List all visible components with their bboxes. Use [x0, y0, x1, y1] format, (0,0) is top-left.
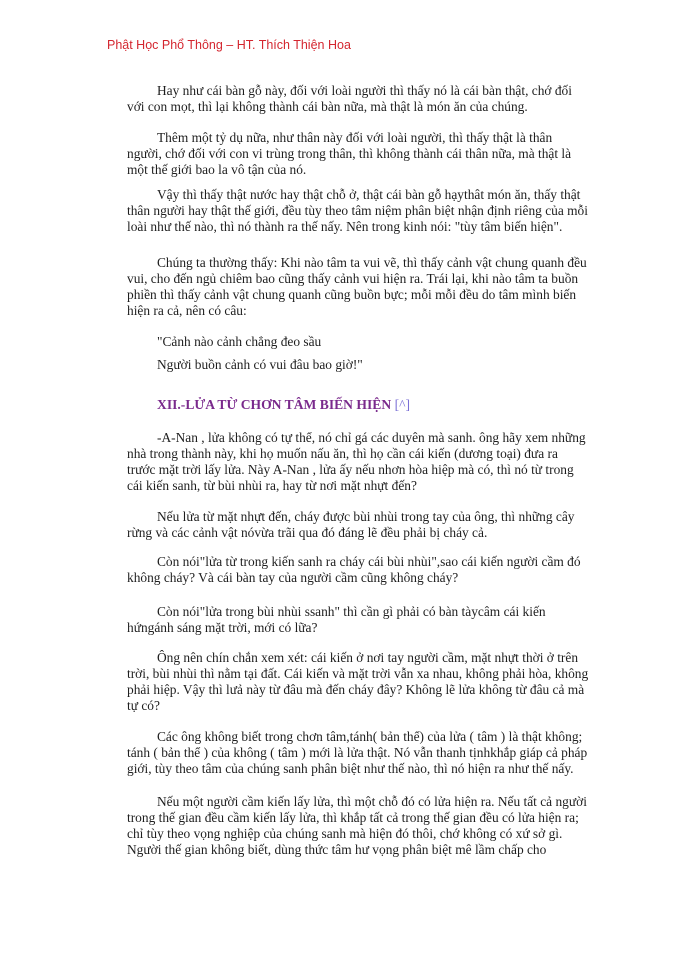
text-line: loài như thế nào, thì nó thành ra thế nấy. Nên trong kinh nói: "tùy tâm biến hiện".	[127, 218, 563, 234]
text-line: Hay như cái bàn gỗ này, đối với loài người thì thấy nó là cái bàn thật, chớ đối	[157, 83, 572, 98]
text-line: Người buồn cảnh có vui đâu bao giờ!"	[157, 357, 363, 372]
text-line: người, chớ đối với con vi trùng trong thân, thì không thành cái thân nữa, mà thật là	[127, 145, 572, 161]
quote-line	[127, 334, 587, 350]
text-line: không cháy? Và cái bàn tay của người cầm cũng không cháy?	[127, 569, 459, 585]
section-heading-text: XII.-LỬA TỪ CHƠN TÂM BIẾN HIỆN	[157, 397, 392, 412]
paragraph	[127, 604, 587, 636]
text-line: trước mặt trời lấy lửa. Này A-Nan , lửa ấy nếu nhơn hòa hiệp mà có, thì nó từ trong	[127, 461, 574, 477]
text-line: Nếu lửa từ mặt nhựt đến, cháy được bùi nhùi trong tay của ông, thì những cây	[157, 509, 575, 524]
paragraph	[127, 794, 587, 858]
text-line: "Cảnh nào cảnh chẳng đeo sầu	[157, 334, 322, 349]
text-line: nhà trong thành này, khi họ muốn nấu ăn, thì họ cần cái kiến (dương toại) đưa ra	[127, 445, 558, 461]
text-line: vui, cho đến ngủ chiêm bao cũng thấy cảnh vui hiện ra. Trái lại, khi nào tâm ta buồn	[127, 270, 579, 286]
text-line: Ông nên chín chắn xem xét: cái kiến ở nơi tay người cầm, mặt nhựt thời ở trên	[157, 650, 579, 665]
text-line: chỉ tùy theo vọng nghiệp của chúng sanh mà hiện đó thôi, chớ không có xứ sở gì.	[127, 825, 563, 841]
text-line: trời, bùi nhùi thì nằm tại đất. Cái kiến và mặt trời vẫn xa nhau, không phải hòa, không	[127, 665, 589, 681]
paragraph	[127, 255, 587, 319]
text-line: Nếu một người cầm kiến lấy lửa, thì một chỗ đó có lửa hiện ra. Nếu tất cả người	[157, 794, 587, 809]
paragraph	[127, 130, 587, 178]
text-line: trong thế gian đều cầm kiến lấy lửa, thì khắp tất cả trong thế gian đều có lửa hiện ra;	[127, 809, 579, 825]
text-line: Còn nói"lửa từ trong kiến sanh ra cháy cái bùi nhùi",sao cái kiến người cầm đó	[157, 554, 581, 569]
paragraph	[127, 187, 587, 235]
text-line: giới, tùy theo tâm của chúng sanh phân biệt như thế nào, thì nó hiện ra như thế nấy.	[127, 760, 574, 776]
section-heading	[157, 397, 410, 413]
text-line: với con mọt, thì lại không thành cái bàn nữa, mà thật là món ăn của chúng.	[127, 98, 528, 114]
text-line: tự có?	[127, 697, 160, 713]
text-line: thân người hay thật thế giới, đều tùy theo tâm niệm phân biệt nhận định riêng của mỗi	[127, 202, 588, 218]
quote-line	[127, 357, 587, 373]
text-line: Các ông không biết trong chơn tâm,tánh( bản thể) của lửa ( tâm ) là thật không;	[157, 729, 583, 744]
paragraph	[127, 729, 587, 777]
back-to-top-link[interactable]: [^]	[394, 397, 410, 412]
text-line: tánh ( bản thể ) của không ( tâm ) mới là lửa thật. Nó vẫn thanh tịnhkhắp giáp cả pháp	[127, 744, 588, 760]
text-line: rừng và các cảnh vật nóvừa trãi qua đó đáng lẽ đều phải bị cháy cả.	[127, 524, 488, 540]
text-line: phiền thì thấy cảnh vật chung quanh cũng buồn bực; mỗi mỗi đều do tâm mình biến	[127, 286, 577, 302]
text-line: hứngánh sáng mặt trời, mới có lữa?	[127, 619, 318, 635]
text-line: hiện ra cả, nên có câu:	[127, 302, 247, 318]
paragraph	[127, 83, 587, 115]
text-line: phải hiệp. Vậy thì lưả này từ đâu mà đến cháy đây? Không lẽ lửa không từ đâu cả mà	[127, 681, 585, 697]
text-line: Còn nói"lửa trong bùi nhùi ssanh" thì cần gì phải có bàn tàycâm cái kiến	[157, 604, 546, 619]
text-line: một thế giới bao la vô tận của nó.	[127, 161, 307, 177]
paragraph	[127, 554, 587, 586]
text-line: Người thế gian không biết, dùng thức tâm hư vọng phân biệt mê lầm chấp cho	[127, 841, 547, 857]
paragraph	[127, 650, 587, 714]
text-line: -A-Nan , lửa không có tự thể, nó chỉ gá các duyên mà sanh. ông hãy xem những	[157, 430, 586, 445]
text-line: Vậy thì thấy thật nước hay thật chỗ ở, thật cái bàn gỗ hạythât món ăn, thấy thật	[157, 187, 581, 202]
text-line: Chúng ta thường thấy: Khi nào tâm ta vui vẽ, thì thấy cảnh vật chung quanh đều	[157, 255, 587, 270]
running-header: Phật Học Phổ Thông – HT. Thích Thiện Hoa	[107, 38, 351, 52]
text-line: Thêm một tỷ dụ nữa, như thân này đối với loài người, thì thấy thật là thân	[157, 130, 553, 145]
paragraph	[127, 509, 587, 541]
paragraph	[127, 430, 587, 494]
text-line: cái kiến sanh, từ bùi nhùi ra, hay từ nơi mặt nhựt đến?	[127, 477, 417, 493]
